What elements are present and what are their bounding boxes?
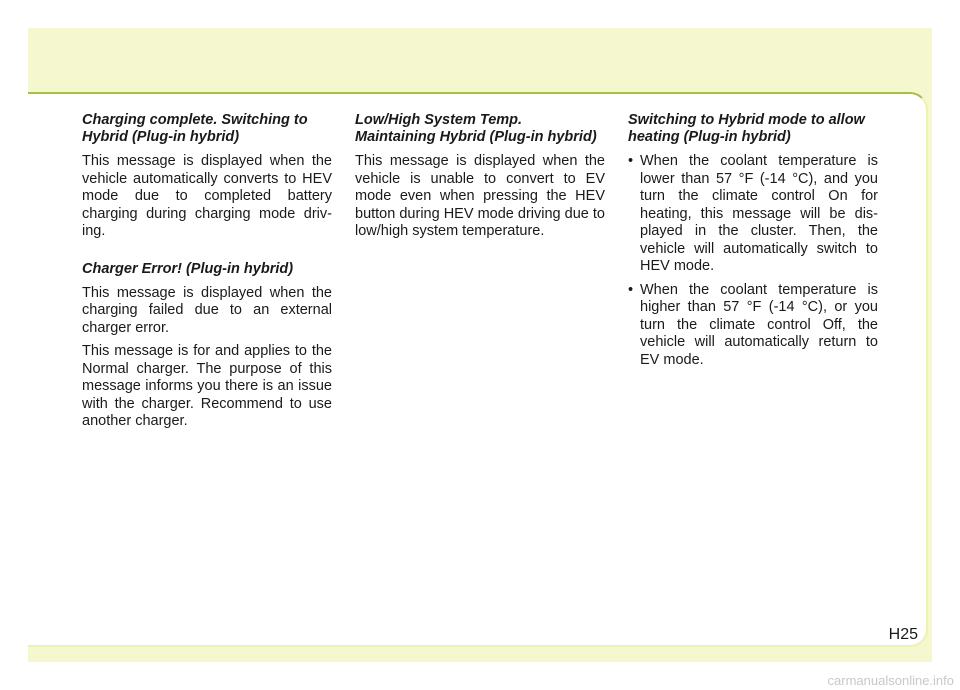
bullet-dot-icon: • [628,281,634,298]
text-column-3 [628,112,878,375]
watermark-text[interactable]: carmanualsonline.info [827,673,954,688]
text-column-2 [355,112,605,247]
bullet-text: When the coolant temperature is lower than 57 °F (-14 °C), and you turn the climate control On for heating, this message will be dis- played in the cluster. Then, the vehicle will automatically switch to HEV mode. [640,153,878,274]
section-paragraph: This message is for and applies to the Normal charger. The purpose of this message informs you there is an issue with the charger. Recommend to use another charger. [82,343,332,429]
section-heading: Low/High System Temp. Maintaining Hybrid (Plug-in hybrid) [355,112,597,145]
text-column-1 [82,112,332,437]
section-heading: Charger Error! (Plug-in hybrid) [82,260,294,277]
bullet-item [628,282,878,370]
section-paragraph: This message is displayed when the vehicle automatically converts to HEV mode due to completed battery charging during charging mode driv- ing. [82,153,332,239]
section-heading: Switching to Hybrid mode to allow heating (Plug-in hybrid) [628,112,865,145]
section-charger-error [82,261,332,431]
section-charging-complete [82,112,332,241]
section-heading: Charging complete. Switching to Hybrid (Plug-in hybrid) [82,112,308,145]
section-system-temp [355,112,605,241]
page-number: H25 [888,626,918,643]
bullet-dot-icon: • [628,153,634,169]
bullet-text: When the coolant temperature is higher than 57 °F (-14 °C), or you turn the climate control Off, the vehicle will automatically return to EV mode. [640,281,878,368]
section-paragraph: This message is displayed when the vehicle is unable to convert to EV mode even when pressing the HEV button during HEV mode driving due to low/high system temperature. [355,153,605,239]
section-paragraph: This message is displayed when the charging failed due to an external charger error. [82,284,332,336]
section-hybrid-heating [628,112,878,369]
bullet-list [628,153,878,369]
bullet-item [628,153,878,276]
